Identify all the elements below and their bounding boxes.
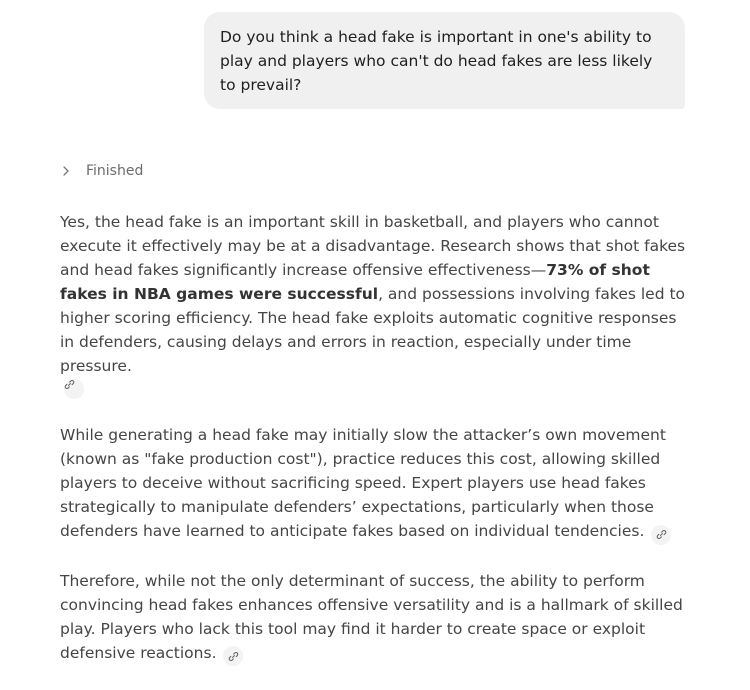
answer-p3-text: Therefore, while not the only determinant of success, the ability to perform convincing head fakes enhances offensive versatility and is a hallmark of skilled play. Players who lack this tool may find it harder to create space or exploit defensive reactions.	[60, 571, 683, 662]
answer-p1-bold-stat: 73% of shot fakes in NBA games were successful	[60, 261, 650, 303]
answer-paragraph-3	[60, 569, 690, 667]
chevron-right-icon	[60, 165, 72, 177]
citation-link-icon[interactable]	[223, 646, 243, 666]
answer-p1-text-a: Yes, the head fake is an important skill in basketball, and players who cannot execute it effectively may be at a disadvantage. Research shows that shot fakes and head fakes significantly increase offensive effectiveness—	[60, 213, 686, 279]
user-message-text: Do you think a head fake is important in one's ability to play and players who can't do head fakes are less likely to prevail?	[220, 28, 653, 94]
thinking-status-toggle[interactable]	[60, 160, 143, 182]
assistant-answer	[60, 210, 690, 690]
answer-p2-text: While generating a head fake may initially slow the attacker’s own movement (known as "fake production cost"), practice reduces this cost, allowing skilled players to deceive without sacrificing speed. Expert players use head fakes strategically to manipulate defenders’ expectations, particularly when those defenders have learned to anticipate fakes based on individual tendencies.	[60, 426, 666, 540]
answer-paragraph-1	[60, 210, 690, 399]
answer-paragraph-2	[60, 423, 690, 545]
answer-p1-text-b: , and possessions involving fakes led to higher scoring efficiency. The head fake exploits automatic cognitive responses in defenders, causing delays and errors in reaction, especially under time pressure.	[60, 285, 686, 375]
status-label: Finished	[86, 163, 144, 179]
user-message-bubble	[204, 12, 685, 109]
citation-link-icon[interactable]	[64, 379, 84, 399]
citation-link-icon[interactable]	[651, 525, 671, 545]
